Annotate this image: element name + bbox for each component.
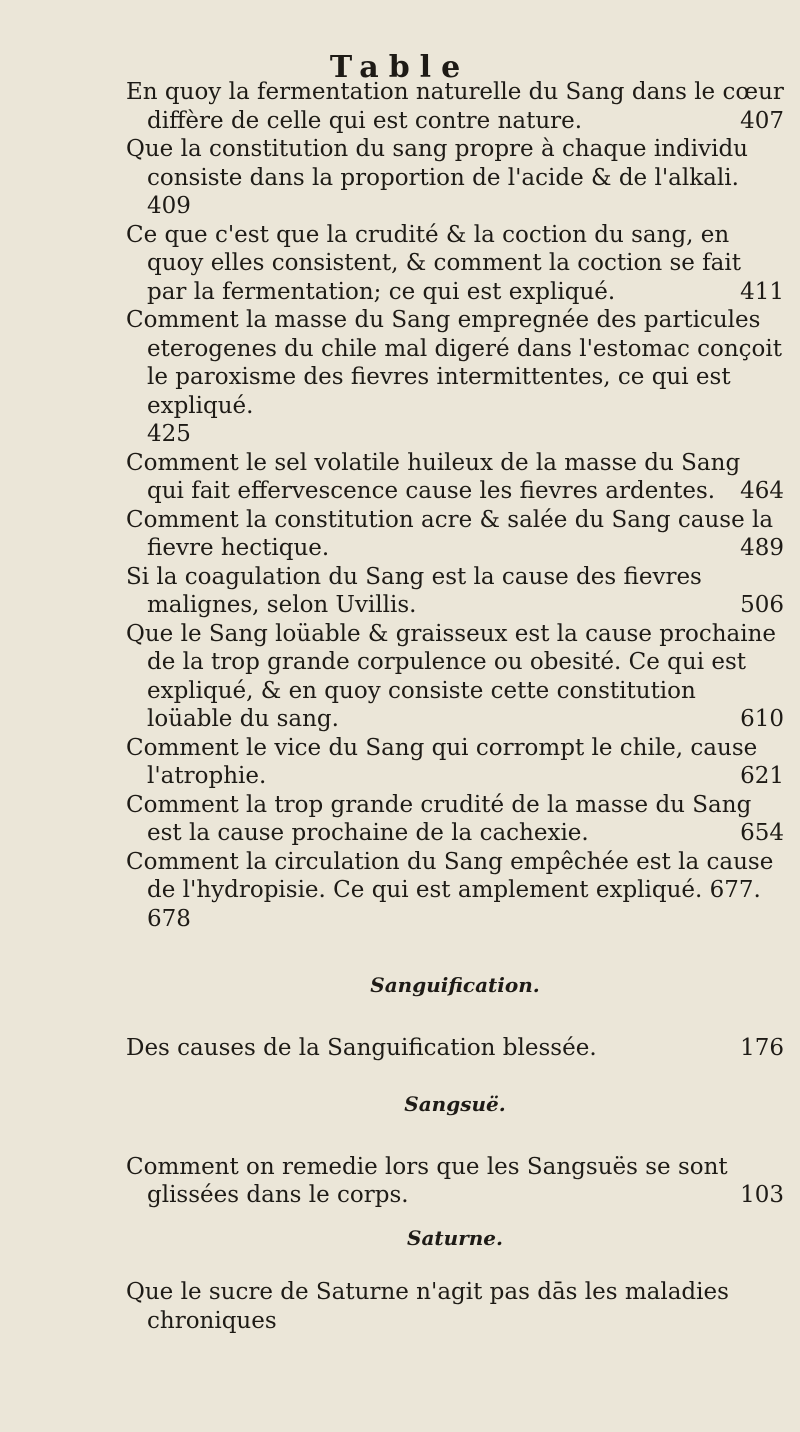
index-entry xyxy=(126,563,784,620)
entry-page: 407 xyxy=(740,107,784,134)
entry-page: 610 xyxy=(740,706,784,732)
entry-page: 411 xyxy=(740,278,784,305)
entry-text: Comment on remedie lors que les Sangsuës se sont glissées dans le corps. xyxy=(126,1153,728,1208)
index-entry xyxy=(126,135,784,221)
entry-text: Comment la circulation du Sang empêchée est la cause de l'hydropisie. Ce qui est amplement expliqué. xyxy=(126,848,774,903)
index-entry xyxy=(126,506,784,563)
index-entry xyxy=(126,1153,784,1210)
entry-page: 103 xyxy=(740,1182,784,1208)
index-entry xyxy=(126,848,784,934)
running-header: Table xyxy=(329,50,471,85)
entry-text: En quoy la fermentation naturelle du Sang dans le cœur diffère de celle qui est contre nature. xyxy=(126,79,784,134)
section-heading: Saturne. xyxy=(407,1225,503,1250)
index-entry xyxy=(126,306,784,449)
entry-text: Des causes de la Sanguification blessée. xyxy=(126,1034,597,1061)
section-heading: Sanguification. xyxy=(370,973,540,997)
index-entry xyxy=(126,1034,784,1063)
index-entry xyxy=(126,620,784,734)
entry-page: 409 xyxy=(147,193,191,219)
entry-text: Que le Sang loüable & graisseux est la cause prochaine de la trop grande corpulence ou obesité. Ce qui est expliqué, & en quoy consiste cette constitution loüable du sang. xyxy=(126,620,777,732)
index-entry xyxy=(126,791,784,848)
entry-text: Si la coagulation du Sang est la cause des fievres malignes, selon Uvillis. xyxy=(126,563,702,618)
entry-text: Ce que c'est que la crudité & la coction du sang, en quoy elles consistent, & comment la coction se fait par la fermentation; ce qui est expliqué. xyxy=(126,221,741,305)
index-entry xyxy=(126,1278,784,1335)
entry-text: Comment le sel volatile huileux de la masse du Sang qui fait effervescence cause les fievres ardentes. xyxy=(126,449,741,504)
entry-page: 464 xyxy=(740,478,784,504)
index-entry xyxy=(126,221,784,307)
entry-page: 654 xyxy=(740,820,784,846)
entry-text: Comment la trop grande crudité de la masse du Sang est la cause prochaine de la cachexie. xyxy=(126,791,752,846)
index-entry xyxy=(126,734,784,791)
index-entry xyxy=(126,78,784,135)
entry-text: Comment la constitution acre & salée du Sang cause la fievre hectique. xyxy=(126,506,774,561)
entry-text: Comment la masse du Sang empregnée des particules eterogenes du chile mal digeré dans l'estomac conçoit le paroxisme des fievres intermittentes, ce qui est expliqué. xyxy=(126,307,783,419)
entry-page: 489 xyxy=(740,535,784,561)
entry-page: 621 xyxy=(740,763,784,789)
entry-text: Comment le vice du Sang qui corrompt le chile, cause l'atrophie. xyxy=(126,734,758,789)
entry-text: Que la constitution du sang propre à chaque individu consiste dans la proportion de l'acide & de l'alkali. xyxy=(126,136,748,191)
index-entry xyxy=(126,449,784,506)
entry-page: 176 xyxy=(740,1034,784,1061)
section-heading: Sangsuë. xyxy=(404,1092,506,1116)
entry-page: 425 xyxy=(147,421,191,447)
index-entries xyxy=(126,78,784,1335)
entry-page: 506 xyxy=(740,592,784,618)
entry-page: 677. 678 xyxy=(147,877,761,932)
entry-text: Que le sucre de Saturne n'agit pas dās les maladies chroniques xyxy=(126,1279,729,1334)
